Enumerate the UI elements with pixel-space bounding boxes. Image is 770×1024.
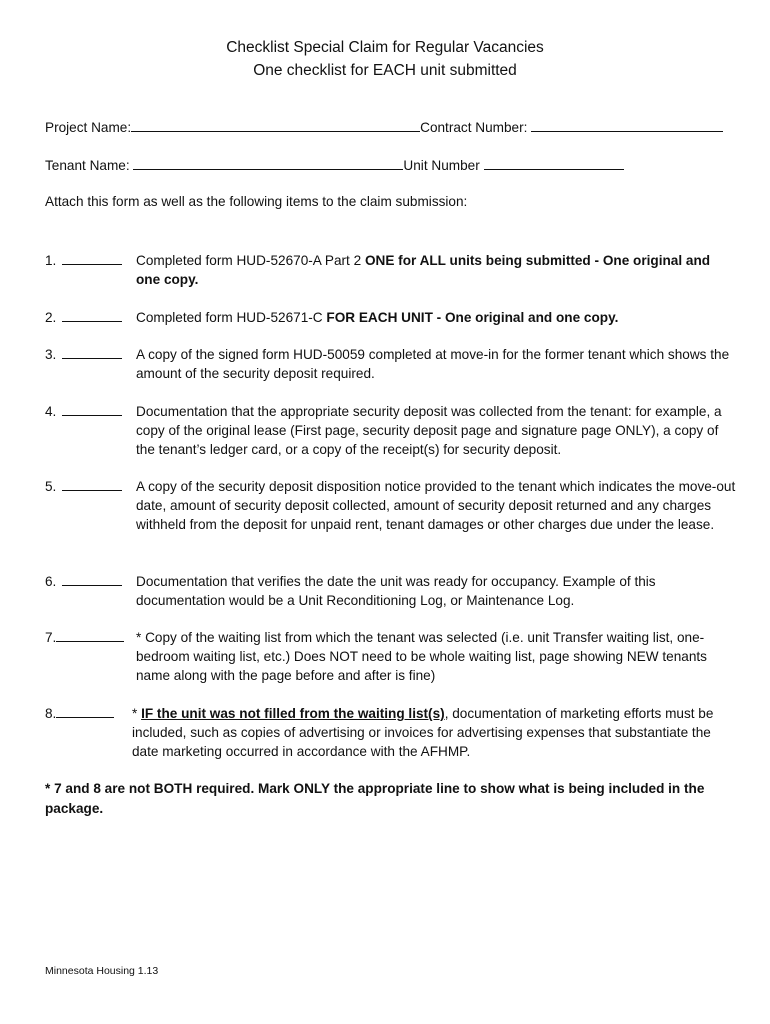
checkbox-line[interactable] xyxy=(62,345,122,359)
item-number: 4. xyxy=(45,402,122,421)
checkbox-line[interactable] xyxy=(56,704,114,718)
checkbox-line[interactable] xyxy=(56,628,124,642)
tenant-name-field[interactable] xyxy=(133,156,403,170)
item-text: Documentation that verifies the date the unit was ready for occupancy. Example of this documentation would be a Unit Reconditioning Log, or Maintenance Log. xyxy=(136,574,656,608)
project-contract-row xyxy=(45,118,723,135)
item-text: A copy of the security deposit disposition notice provided to the tenant which indicates the move-out date, amount of security deposit collected, amount of security deposit returned and any charges withheld from the deposit for unpaid rent, tenant damages or other charges due under the lease. xyxy=(136,479,736,532)
item-text: Completed form HUD-52670-A Part 2 ONE for ALL units being submitted - One original and one copy. xyxy=(136,253,711,287)
item-text: A copy of the signed form HUD-50059 completed at move-in for the former tenant which shows the amount of the security deposit required. xyxy=(136,347,730,381)
footnote: * 7 and 8 are not BOTH required. Mark ONLY the appropriate line to show what is being included in the package. xyxy=(45,781,705,816)
item-number: 5. xyxy=(45,477,122,496)
project-name-label: Project Name: xyxy=(45,120,132,135)
item-text: Completed form HUD-52671-C FOR EACH UNIT - One original and one copy. xyxy=(136,310,619,325)
unit-number-label: Unit Number xyxy=(403,158,480,173)
checkbox-line[interactable] xyxy=(62,572,122,586)
project-name-field[interactable] xyxy=(131,118,420,132)
footer-version: Minnesota Housing 1.13 xyxy=(45,965,159,977)
item-number: 7. xyxy=(45,628,124,647)
checkbox-line[interactable] xyxy=(62,251,122,265)
item-number: 1. xyxy=(45,251,122,270)
contract-number-label: Contract Number: xyxy=(420,120,528,135)
item-number: 8. xyxy=(45,704,114,723)
page-subtitle: One checklist for EACH unit submitted xyxy=(253,62,517,79)
item-number: 6. xyxy=(45,572,122,591)
tenant-name-label: Tenant Name: xyxy=(45,158,130,173)
item-text: * IF the unit was not filled from the waiting list(s), documentation of marketing efforts must be included, such as copies of advertising or invoices for advertising expenses that substantiate the date marketing occurred in accordance with the AFHMP. xyxy=(132,706,714,759)
instructions: Attach this form as well as the following items to the claim submission: xyxy=(45,194,468,209)
checkbox-line[interactable] xyxy=(62,308,122,322)
item-number: 3. xyxy=(45,345,122,364)
item-text: * Copy of the waiting list from which the tenant was selected (i.e. unit Transfer waiting list, one-bedroom waiting list, etc.) Does NOT need to be whole waiting list, page showing NEW tenants name along with the page before and after is fine) xyxy=(136,630,707,683)
page-title: Checklist Special Claim for Regular Vacancies xyxy=(226,39,544,56)
contract-number-field[interactable] xyxy=(531,118,723,132)
item-number: 2. xyxy=(45,308,122,327)
checkbox-line[interactable] xyxy=(62,477,122,491)
checkbox-line[interactable] xyxy=(62,402,122,416)
item-text: Documentation that the appropriate security deposit was collected from the tenant: for example, a copy of the original lease (First page, security deposit page and signature page ONLY), a copy of the tenant’s ledger card, or a copy of the receipt(s) for security deposit. xyxy=(136,404,722,457)
tenant-unit-row xyxy=(45,156,624,173)
unit-number-field[interactable] xyxy=(484,156,624,170)
